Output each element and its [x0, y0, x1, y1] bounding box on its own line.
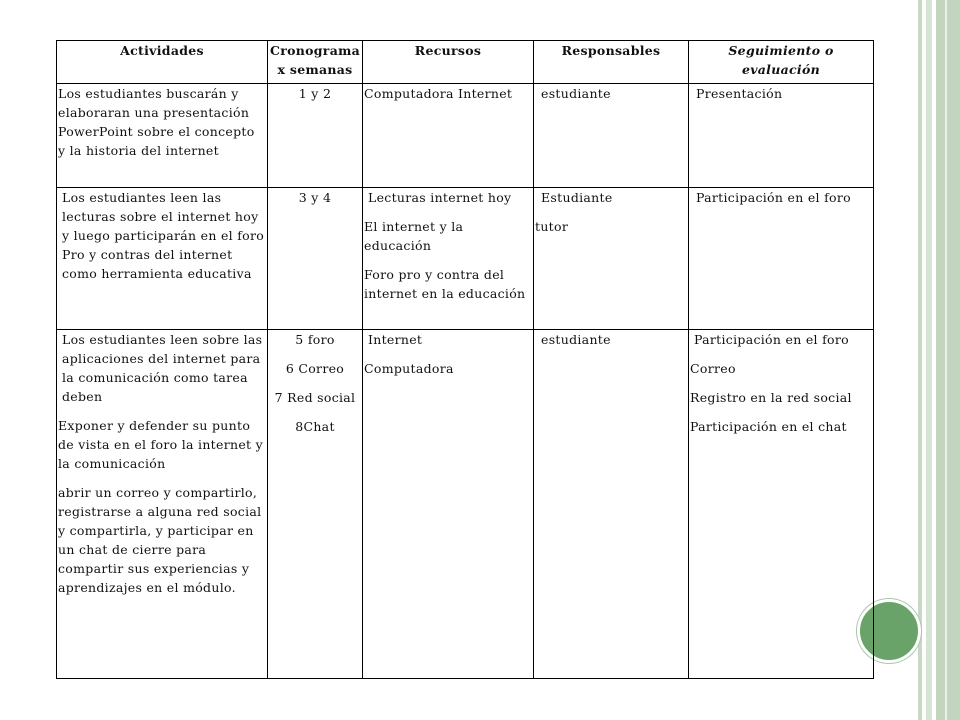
header-cronograma: Cronograma x semanas — [268, 41, 363, 84]
header-recursos: Recursos — [363, 41, 534, 84]
cell-responsables — [534, 330, 689, 679]
header-seguimiento: Seguimiento o evaluación — [689, 41, 874, 84]
cell-text: Foro pro y contra del internet en la educación — [364, 267, 526, 301]
cell-recursos — [363, 84, 534, 188]
cell-text: 7 Red social — [274, 390, 356, 405]
cell-seguimiento — [689, 330, 874, 679]
decorative-stripe — [936, 0, 960, 720]
cell-actividades — [57, 188, 268, 330]
cell-text: Internet — [368, 332, 423, 347]
cell-text: estudiante — [541, 332, 611, 347]
decorative-stripe — [918, 0, 922, 720]
table-row — [57, 84, 874, 188]
table-row — [57, 188, 874, 330]
cell-text: Participación en el foro — [696, 190, 851, 205]
cell-text: estudiante — [541, 86, 611, 101]
cell-responsables — [534, 84, 689, 188]
cell-actividades — [57, 84, 268, 188]
cell-text: Participación en el chat — [690, 419, 847, 434]
cell-text: Lecturas internet hoy — [368, 190, 512, 205]
cell-text: Computadora Internet — [364, 86, 513, 101]
cell-text: Los estudiantes leen sobre las aplicaciones del internet para la comunicación como tarea deben — [62, 332, 263, 404]
cell-text: tutor — [535, 219, 569, 234]
cell-text: Estudiante — [541, 190, 613, 205]
cell-cronograma — [268, 188, 363, 330]
cell-text: Los estudiantes buscarán y elaboraran una presentación PowerPoint sobre el concepto y la historia del internet — [58, 86, 255, 158]
activity-plan-table — [56, 40, 874, 679]
cell-text: Computadora — [364, 361, 454, 376]
cell-text: 3 y 4 — [298, 190, 332, 205]
cell-text: Participación en el foro — [694, 332, 849, 347]
cell-recursos — [363, 330, 534, 679]
cell-text: 6 Correo — [285, 361, 345, 376]
cell-text: abrir un correo y compartirlo, registrarse a alguna red social y compartirla, y participar en un chat de cierre para compartir sus experiencias y aprendizajes en el módulo. — [58, 485, 262, 595]
cell-text: 1 y 2 — [298, 86, 332, 101]
cell-recursos — [363, 188, 534, 330]
cell-text: Exponer y defender su punto de vista en el foro la internet y la comunicación — [58, 418, 263, 471]
header-responsables: Responsables — [534, 41, 689, 84]
table-header-row — [57, 41, 874, 84]
cell-responsables — [534, 188, 689, 330]
decorative-stripe — [945, 0, 947, 720]
cell-cronograma — [268, 330, 363, 679]
cell-text: Correo — [690, 361, 736, 376]
header-actividades: Actividades — [57, 41, 268, 84]
cell-text: Presentación — [696, 86, 783, 101]
cell-text: 8Chat — [295, 419, 335, 434]
cell-cronograma — [268, 84, 363, 188]
table-row — [57, 330, 874, 679]
cell-seguimiento — [689, 84, 874, 188]
cell-text: Los estudiantes leen las lecturas sobre el internet hoy y luego participarán en el foro Pro y contras del internet como herramienta educativa — [62, 190, 265, 281]
cell-text: 5 foro — [295, 332, 335, 347]
cell-text: El internet y la educación — [364, 219, 464, 253]
cell-text: Registro en la red social — [690, 390, 852, 405]
cell-seguimiento — [689, 188, 874, 330]
decorative-stripe — [926, 0, 932, 720]
cell-actividades — [57, 330, 268, 679]
